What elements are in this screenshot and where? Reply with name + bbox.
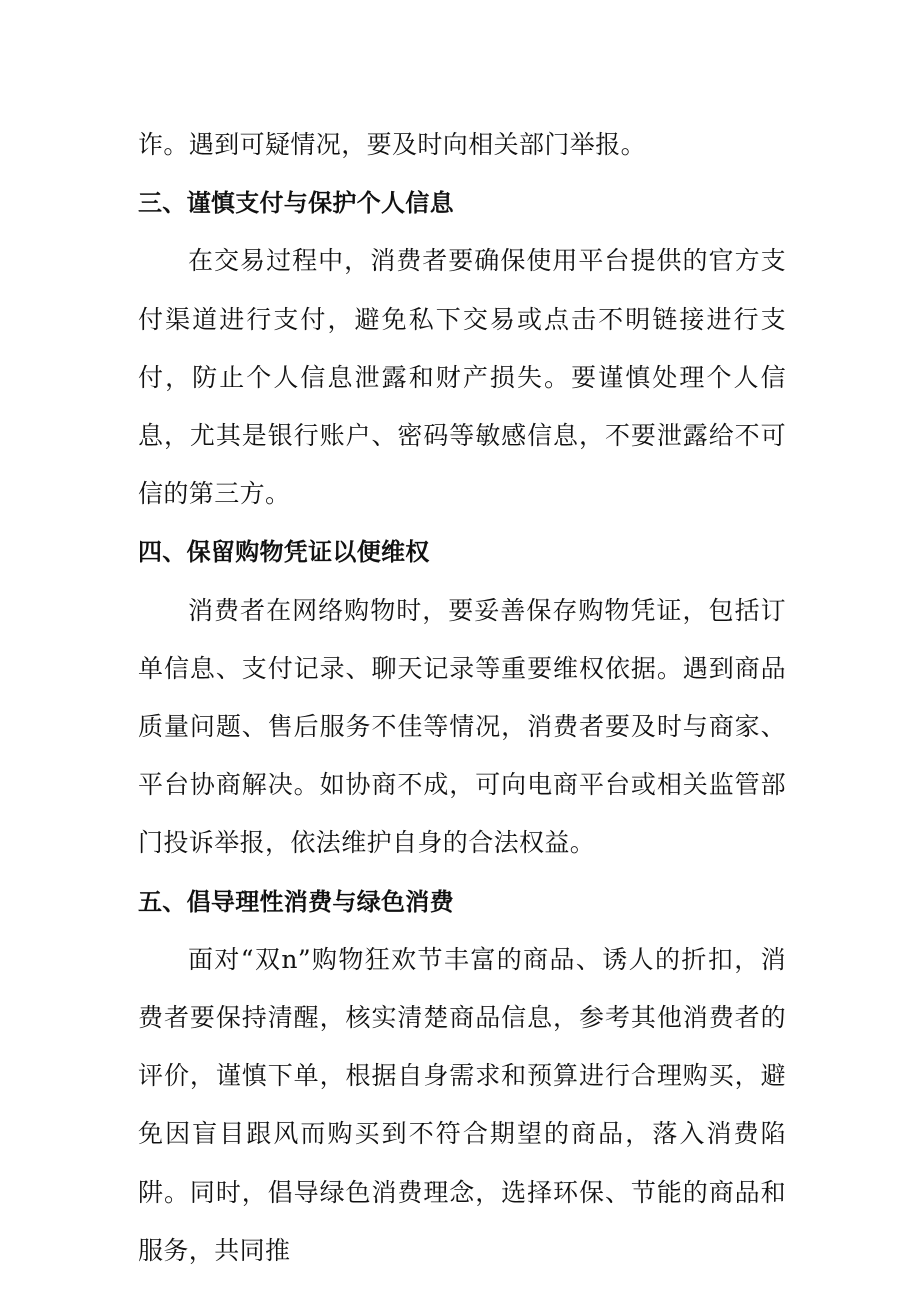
section-body-4: 消费者在网络购物时，要妥善保存购物凭证，包括订单信息、支付记录、聊天记录等重要维权依据。遇到商品质量问题、售后服务不佳等情况，消费者要及时与商家、平台协商解决。如协商不成，可向电商平台或相关监管部门投诉举报，依法维护自身的合法权益。: [138, 595, 786, 858]
section-heading-4: 四、保留购物凭证以便维权: [138, 538, 430, 567]
section-heading-3: 三、谨慎支付与保护个人信息: [138, 189, 454, 218]
section-body-3: 在交易过程中，消费者要确保使用平台提供的官方支付渠道进行支付，避免私下交易或点击不明链接进行支付，防止个人信息泄露和财产损失。要谨慎处理个人信息，尤其是银行账户、密码等敏感信息，不要泄露给不可信的第三方。: [138, 246, 786, 509]
section-heading-5: 五、倡导理性消费与绿色消费: [138, 887, 454, 916]
continuation-paragraph: 诈。遇到可疑情况，要及时向相关部门举报。: [138, 130, 647, 159]
document-body: [138, 116, 786, 1280]
section-body-5: 面对“双n”购物狂欢节丰富的商品、诱人的折扣，消费者要保持清醒，核实清楚商品信息，参考其他消费者的评价，谨慎下单，根据自身需求和预算进行合理购买，避免因盲目跟风而购买到不符合期望的商品，落入消费陷阱。同时，倡导绿色消费理念，选择环保、节能的商品和服务，共同推: [138, 944, 786, 1265]
